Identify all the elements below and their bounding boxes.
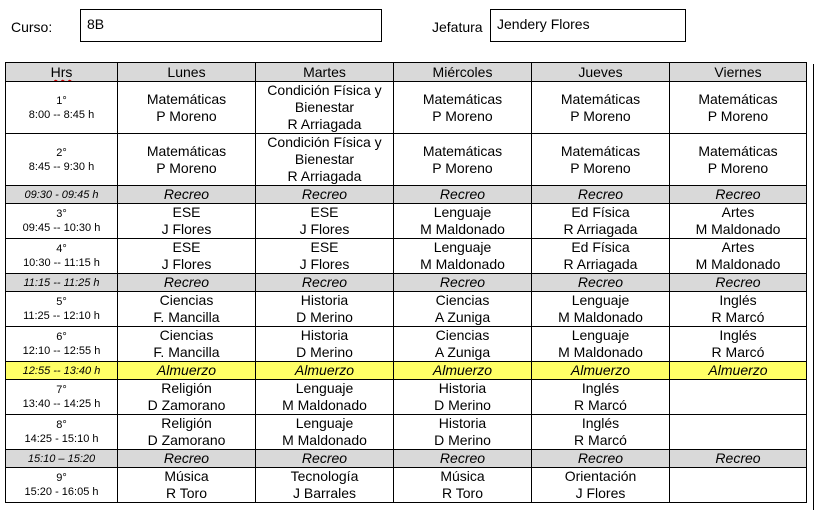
cell-lunes xyxy=(118,468,256,503)
period-number: 6° xyxy=(56,331,67,343)
cell-miercoles: Recreo xyxy=(394,274,532,292)
subject-name: Lenguaje xyxy=(433,239,492,255)
lesson-row xyxy=(6,82,807,134)
subject-name: Inglés xyxy=(581,415,620,431)
col-header-lunes: Lunes xyxy=(118,63,256,82)
period-time: 11:15 -- 11:25 h xyxy=(23,276,100,289)
period-time: 09:45 -- 10:30 h xyxy=(22,222,101,234)
teacher-name: J Flores xyxy=(575,485,626,501)
lesson-row xyxy=(6,292,807,327)
teacher-name: P Moreno xyxy=(432,159,493,176)
period-number: 5° xyxy=(56,296,67,308)
col-header-jueves: Jueves xyxy=(532,63,670,82)
col-header-martes: Martes xyxy=(256,63,394,82)
period-number: 9° xyxy=(56,472,67,484)
cell-jueves: Recreo xyxy=(532,450,670,468)
cell-miercoles xyxy=(394,204,532,239)
teacher-name: D Zamorano xyxy=(147,432,226,448)
cell-miercoles: Recreo xyxy=(394,186,532,204)
page-edge-line xyxy=(813,64,814,510)
subject-name: Orientación xyxy=(564,468,637,484)
lesson-row xyxy=(6,468,807,503)
schedule-table xyxy=(5,62,807,503)
period-time: 8:45 -- 9:30 h xyxy=(28,160,95,173)
break-row xyxy=(6,450,807,468)
subject-name: Matemáticas xyxy=(560,90,641,107)
cell-martes: Almuerzo xyxy=(256,362,394,380)
period-time: 8:00 -- 8:45 h xyxy=(28,108,95,121)
cell-lunes xyxy=(118,327,256,362)
period-time-cell xyxy=(6,380,118,415)
teacher-name: R Marcó xyxy=(574,397,627,413)
cell-viernes xyxy=(670,134,807,186)
cell-martes: Recreo xyxy=(256,450,394,468)
cell-jueves xyxy=(532,82,670,134)
period-number: 4° xyxy=(56,243,67,255)
subject-name: Inglés xyxy=(719,327,757,343)
subject-name: Inglés xyxy=(581,380,620,396)
cell-viernes xyxy=(670,292,807,327)
cell-jueves xyxy=(532,415,670,450)
cell-miercoles xyxy=(394,468,532,503)
teacher-name: J Barrales xyxy=(292,485,357,501)
subject-name: Historia xyxy=(300,327,349,343)
cell-viernes xyxy=(670,327,807,362)
teacher-name: J Flores xyxy=(299,221,350,237)
subject-name: Ciencias xyxy=(159,327,214,343)
subject-name: Matemáticas xyxy=(146,90,227,107)
period-time: 12:10 -- 12:55 h xyxy=(22,345,101,357)
cell-martes xyxy=(256,327,394,362)
subject-name: Tecnología xyxy=(290,468,359,484)
curso-field[interactable]: 8B xyxy=(80,9,382,42)
period-time-cell xyxy=(6,82,118,134)
period-number: 8° xyxy=(56,419,67,431)
teacher-name: D Merino xyxy=(296,344,353,360)
cell-martes: Recreo xyxy=(256,186,394,204)
period-time-cell xyxy=(6,327,118,362)
cell-jueves xyxy=(532,134,670,186)
subject-name: Matemáticas xyxy=(698,142,778,159)
header-row xyxy=(6,63,807,82)
period-number: 3° xyxy=(56,208,67,220)
period-time: 11:25 -- 12:10 h xyxy=(23,310,100,322)
period-number: 1° xyxy=(56,94,67,107)
subject-name: Lenguaje xyxy=(433,204,492,220)
curso-label: Curso: xyxy=(11,19,53,35)
lesson-row xyxy=(6,380,807,415)
period-time-cell xyxy=(6,186,118,204)
teacher-name: A Zuniga xyxy=(434,344,491,360)
period-time: 12:55 -- 13:40 h xyxy=(22,364,101,377)
cell-viernes xyxy=(670,380,807,415)
teacher-name: R Arriagada xyxy=(563,221,638,237)
cell-viernes: Almuerzo xyxy=(670,362,807,380)
cell-martes xyxy=(256,380,394,415)
cell-miercoles xyxy=(394,134,532,186)
col-header-miercoles: Miércoles xyxy=(394,63,532,82)
subject-name: Historia xyxy=(438,415,487,431)
subject-name: Artes xyxy=(721,204,755,220)
cell-jueves: Recreo xyxy=(532,274,670,292)
cell-martes: Recreo xyxy=(256,274,394,292)
subject-name: Ciencias xyxy=(159,292,214,308)
cell-jueves xyxy=(532,239,670,274)
cell-jueves xyxy=(532,292,670,327)
period-time-cell xyxy=(6,362,118,380)
period-time-cell xyxy=(6,450,118,468)
cell-lunes xyxy=(118,134,256,186)
period-time: 10:30 -- 11:15 h xyxy=(23,257,100,269)
teacher-name: M Maldonado xyxy=(558,344,643,360)
subject-name: ESE xyxy=(172,239,201,255)
teacher-name: R Marcó xyxy=(574,432,627,448)
jefatura-label: Jefatura xyxy=(432,19,483,35)
jefatura-field[interactable]: Jendery Flores xyxy=(490,9,686,42)
lesson-row xyxy=(6,327,807,362)
subject-name: Ed Física xyxy=(571,204,630,220)
cell-miercoles xyxy=(394,380,532,415)
teacher-name: P Moreno xyxy=(156,107,217,124)
subject-name: Condición Física y xyxy=(267,82,382,98)
teacher-name: A Zuniga xyxy=(434,309,491,325)
period-time-cell xyxy=(6,468,118,503)
cell-lunes xyxy=(118,82,256,134)
subject-name: Bienestar xyxy=(294,99,355,115)
teacher-name: M Maldonado xyxy=(282,397,367,413)
teacher-name: P Moreno xyxy=(570,107,631,124)
teacher-name: P Moreno xyxy=(156,159,217,176)
cell-viernes xyxy=(670,239,807,274)
teacher-name: M Maldonado xyxy=(282,432,367,448)
teacher-name: M Maldonado xyxy=(420,221,505,237)
cell-miercoles: Almuerzo xyxy=(394,362,532,380)
cell-viernes xyxy=(670,204,807,239)
cell-jueves xyxy=(532,380,670,415)
break-row xyxy=(6,274,807,292)
cell-martes xyxy=(256,134,394,186)
subject-name: Música xyxy=(164,468,209,484)
period-time-cell xyxy=(6,204,118,239)
subject-name: ESE xyxy=(172,204,201,220)
teacher-name: R Arriagada xyxy=(563,256,638,272)
subject-name: Lenguaje xyxy=(295,380,354,396)
subject-name: Artes xyxy=(721,239,755,255)
cell-martes xyxy=(256,239,394,274)
subject-name: Matemáticas xyxy=(422,90,503,107)
subject-name: Religión xyxy=(161,415,212,431)
subject-name: Matemáticas xyxy=(560,142,641,159)
cell-lunes xyxy=(118,239,256,274)
cell-viernes xyxy=(670,468,807,503)
period-time-cell xyxy=(6,415,118,450)
period-number: 2° xyxy=(56,146,67,159)
cell-viernes: Recreo xyxy=(670,186,807,204)
period-time: 13:40 -- 14:25 h xyxy=(22,398,101,410)
period-time: 14:25 - 15:10 h xyxy=(24,433,99,445)
teacher-name: R Marcó xyxy=(711,309,765,325)
teacher-name: R Arriagada xyxy=(287,168,362,184)
cell-martes xyxy=(256,82,394,134)
teacher-name: D Zamorano xyxy=(147,397,226,413)
teacher-name: R Arriagada xyxy=(287,116,362,132)
teacher-name: R Toro xyxy=(166,485,207,501)
cell-miercoles xyxy=(394,239,532,274)
teacher-name: M Maldonado xyxy=(558,309,643,325)
subject-name: Ed Física xyxy=(571,239,630,255)
subject-name: Ciencias xyxy=(435,292,490,308)
cell-lunes xyxy=(118,292,256,327)
period-time-cell xyxy=(6,274,118,292)
cell-miercoles xyxy=(394,415,532,450)
teacher-name: D Merino xyxy=(434,397,491,413)
cell-martes xyxy=(256,415,394,450)
teacher-name: D Merino xyxy=(296,309,353,325)
subject-name: Matemáticas xyxy=(698,90,778,107)
period-time: 15:10 – 15:20 xyxy=(27,452,96,465)
subject-name: Inglés xyxy=(719,292,757,308)
teacher-name: P Moreno xyxy=(707,107,769,124)
subject-name: Bienestar xyxy=(294,151,355,167)
cell-viernes: Recreo xyxy=(670,274,807,292)
period-time-cell xyxy=(6,292,118,327)
lesson-row xyxy=(6,204,807,239)
cell-viernes xyxy=(670,415,807,450)
subject-name: Religión xyxy=(161,380,212,396)
cell-lunes xyxy=(118,380,256,415)
cell-lunes: Almuerzo xyxy=(118,362,256,380)
cell-lunes: Recreo xyxy=(118,274,256,292)
cell-miercoles xyxy=(394,82,532,134)
cell-martes xyxy=(256,468,394,503)
cell-jueves xyxy=(532,204,670,239)
teacher-name: P Moreno xyxy=(432,107,493,124)
period-number: 7° xyxy=(56,384,67,396)
cell-jueves xyxy=(532,468,670,503)
cell-miercoles xyxy=(394,327,532,362)
cell-jueves xyxy=(532,327,670,362)
teacher-name: M Maldonado xyxy=(695,221,781,237)
teacher-name: J Flores xyxy=(299,256,350,272)
cell-lunes xyxy=(118,415,256,450)
subject-name: Ciencias xyxy=(435,327,490,343)
lunch-row xyxy=(6,362,807,380)
subject-name: Lenguaje xyxy=(571,327,630,343)
cell-jueves: Recreo xyxy=(532,186,670,204)
col-header-hrs: Hrs xyxy=(6,63,118,82)
teacher-name: P Moreno xyxy=(570,159,631,176)
cell-jueves: Almuerzo xyxy=(532,362,670,380)
cell-lunes: Recreo xyxy=(118,450,256,468)
teacher-name: P Moreno xyxy=(707,159,769,176)
subject-name: Lenguaje xyxy=(295,415,354,431)
break-row xyxy=(6,186,807,204)
teacher-name: D Merino xyxy=(434,432,491,448)
period-time: 09:30 - 09:45 h xyxy=(24,188,99,201)
subject-name: ESE xyxy=(310,239,339,255)
cell-martes xyxy=(256,292,394,327)
teacher-name: J Flores xyxy=(161,256,212,272)
cell-lunes xyxy=(118,204,256,239)
subject-name: Historia xyxy=(438,380,487,396)
subject-name: Matemáticas xyxy=(422,142,503,159)
teacher-name: R Marcó xyxy=(711,344,765,360)
cell-viernes xyxy=(670,82,807,134)
period-time: 15:20 - 16:05 h xyxy=(24,486,99,498)
subject-name: Lenguaje xyxy=(571,292,630,308)
cell-miercoles: Recreo xyxy=(394,450,532,468)
teacher-name: J Flores xyxy=(161,221,212,237)
col-header-viernes: Viernes xyxy=(670,63,807,82)
lesson-row xyxy=(6,239,807,274)
subject-name: Historia xyxy=(300,292,349,308)
cell-miercoles xyxy=(394,292,532,327)
subject-name: ESE xyxy=(310,204,339,220)
period-time-cell xyxy=(6,239,118,274)
teacher-name: F. Mancilla xyxy=(153,344,220,360)
subject-name: Condición Física y xyxy=(267,134,382,150)
subject-name: Música xyxy=(440,468,485,484)
lesson-row xyxy=(6,415,807,450)
period-time-cell xyxy=(6,134,118,186)
teacher-name: M Maldonado xyxy=(420,256,505,272)
teacher-name: F. Mancilla xyxy=(153,309,220,325)
cell-viernes: Recreo xyxy=(670,450,807,468)
cell-lunes: Recreo xyxy=(118,186,256,204)
teacher-name: R Toro xyxy=(442,485,483,501)
lesson-row xyxy=(6,134,807,186)
teacher-name: M Maldonado xyxy=(695,256,781,272)
subject-name: Matemáticas xyxy=(146,142,227,159)
cell-martes xyxy=(256,204,394,239)
